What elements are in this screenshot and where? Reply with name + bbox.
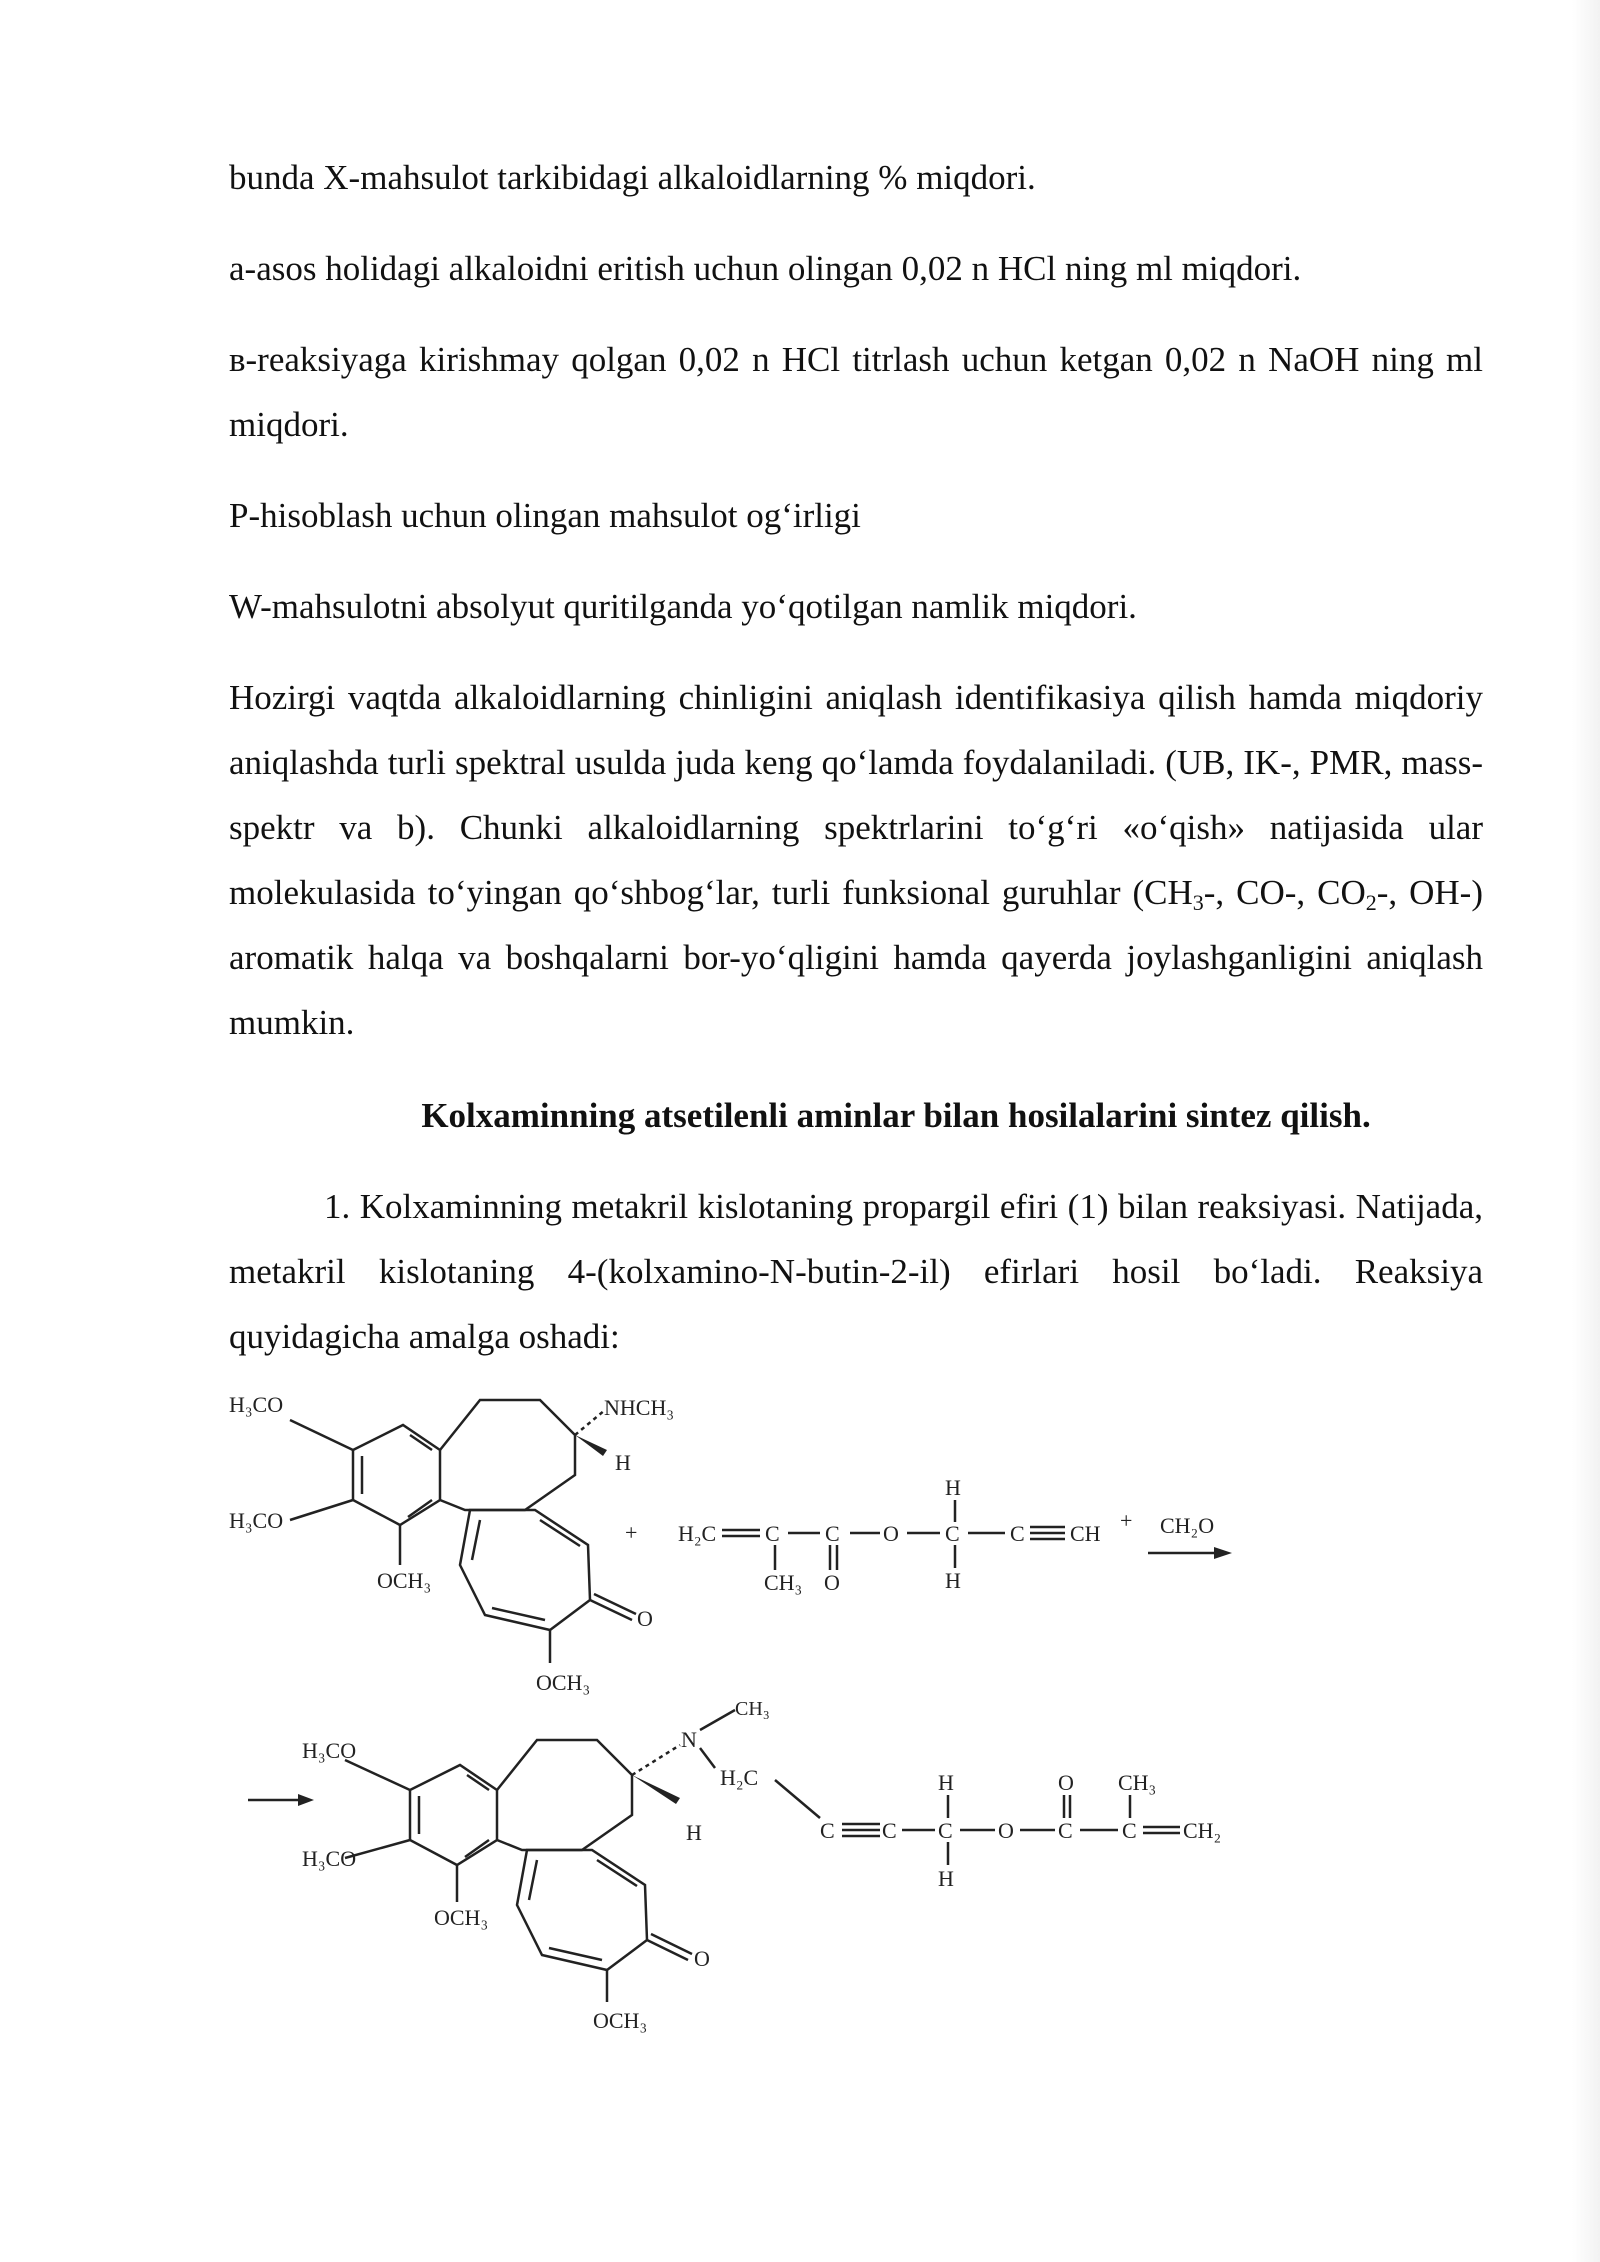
ester-c4: C — [1010, 1521, 1025, 1546]
paragraph-w-definition: W-mahsulotni absolyut quritilganda yo‘qotilgan namlik miqdori. — [229, 587, 1137, 626]
product-och3-bottom: OCH₃ — [593, 2008, 648, 2033]
product-c1: C — [820, 1818, 835, 1843]
product-h: H — [686, 1820, 702, 1845]
reactant-nhch3: NHCH₃ — [604, 1395, 675, 1420]
product-o-top: O — [1058, 1770, 1074, 1795]
reaction-arrow-2 — [248, 1794, 314, 1806]
reactant-h3co-top: H₃CO — [229, 1392, 284, 1417]
reactant-och3-bottom: OCH₃ — [536, 1670, 591, 1695]
paragraph-reaction-description: 1. Kolxaminning metakril kislotaning propargil efiri (1) bilan reaksiyasi. Natijada, metakril kislotaning 4-(kolxamino-N-butin-2-il) efirlari hosil bo‘ladi. Reaksiya quyidagicha amalga oshadi: — [229, 1187, 1483, 1356]
product-h-top: H — [938, 1770, 954, 1795]
ester-ch3: CH₃ — [764, 1570, 803, 1595]
product-c3: C — [938, 1818, 953, 1843]
reaction-arrow-1 — [1148, 1547, 1232, 1559]
product-c4: C — [1058, 1818, 1073, 1843]
reactant-h: H — [615, 1450, 631, 1475]
product-h3co-mid: H₃CO — [302, 1846, 357, 1871]
product-h-bottom: H — [938, 1866, 954, 1891]
product-n-ch3: CH₃ — [735, 1698, 770, 1720]
paragraph-spectral-text-b: -, CO-, CO — [1203, 873, 1366, 912]
product-wedge-bond — [632, 1775, 680, 1804]
product-ch2: CH₂ — [1183, 1818, 1222, 1843]
plus-sign-2: + — [1120, 1508, 1133, 1533]
plus-sign-1: + — [625, 1520, 638, 1545]
page-edge-shadow — [1572, 0, 1600, 2262]
ester-c1: C — [765, 1521, 780, 1546]
reactant-carbonyl-o: O — [637, 1606, 653, 1631]
paragraph-x-definition: bunda X-mahsulot tarkibidagi alkaloidlarning % miqdori. — [229, 158, 1036, 197]
reactant-och3-ring: OCH₃ — [377, 1568, 432, 1593]
product-c5: C — [1122, 1818, 1137, 1843]
ester-h-bottom: H — [945, 1568, 961, 1593]
ester-o-carbonyl: O — [824, 1570, 840, 1595]
product-o: O — [998, 1818, 1014, 1843]
ester-ch: CH — [1070, 1521, 1101, 1546]
ester-c2: C — [825, 1521, 840, 1546]
ester-c3: C — [945, 1521, 960, 1546]
paragraph-spectral-methods — [229, 665, 1483, 1055]
product-carbonyl-o: O — [694, 1946, 710, 1971]
formaldehyde: CH₂O — [1160, 1513, 1215, 1538]
product-ch3-top: CH₃ — [1118, 1770, 1157, 1795]
subscript-3: 3 — [1192, 890, 1204, 915]
paragraph-spectral-text-c: -, OH-) aromatik halqa va boshqalarni bor-yo‘qligini hamda qayerda joylashganligini aniqlash mumkin. — [229, 873, 1483, 1042]
product-c2: C — [882, 1818, 897, 1843]
section-heading: Kolxaminning atsetilenli aminlar bilan hosilalarini sintez qilish. — [421, 1096, 1371, 1135]
product-colchamine-skeleton — [345, 1710, 1180, 2002]
ester-h2c: H₂C — [678, 1521, 717, 1546]
paragraph-spectral-text-a: Hozirgi vaqtda alkaloidlarning chinligini aniqlash identifikasiya qilish hamda miqdoriy aniqlashda turli spektral usulda juda keng qo‘lamda foydalaniladi. (UB, IK-, PMR, mass-spektr va b). Chunki alkaloidlarning spektrlarini to‘g‘ri «o‘qish» natijasida ular molekulasida to‘yingan qo‘shbog‘lar, turli funksional guruhlar (CH — [229, 678, 1483, 912]
ester-o: O — [883, 1521, 899, 1546]
reaction-scheme — [0, 1380, 1600, 2080]
wedge-bond — [575, 1435, 607, 1456]
product-och3-ring: OCH₃ — [434, 1905, 489, 1930]
paragraph-p-definition: P-hisoblash uchun olingan mahsulot og‘irligi — [229, 496, 861, 535]
paragraph-a-definition: a-asos holidagi alkaloidni eritish uchun olingan 0,02 n HCl ning ml miqdori. — [229, 249, 1302, 288]
product-h3co-top: H₃CO — [302, 1738, 357, 1763]
subscript-2: 2 — [1365, 890, 1377, 915]
reactant-h3co-mid: H₃CO — [229, 1508, 284, 1533]
ester-h-top: H — [945, 1475, 961, 1500]
product-h2c: H₂C — [720, 1765, 759, 1790]
product-n: N — [681, 1727, 697, 1752]
paragraph-b-definition: в-reaksiyaga kirishmay qolgan 0,02 n HCl titrlash uchun ketgan 0,02 n NaOH ning ml miqdori. — [229, 340, 1483, 444]
